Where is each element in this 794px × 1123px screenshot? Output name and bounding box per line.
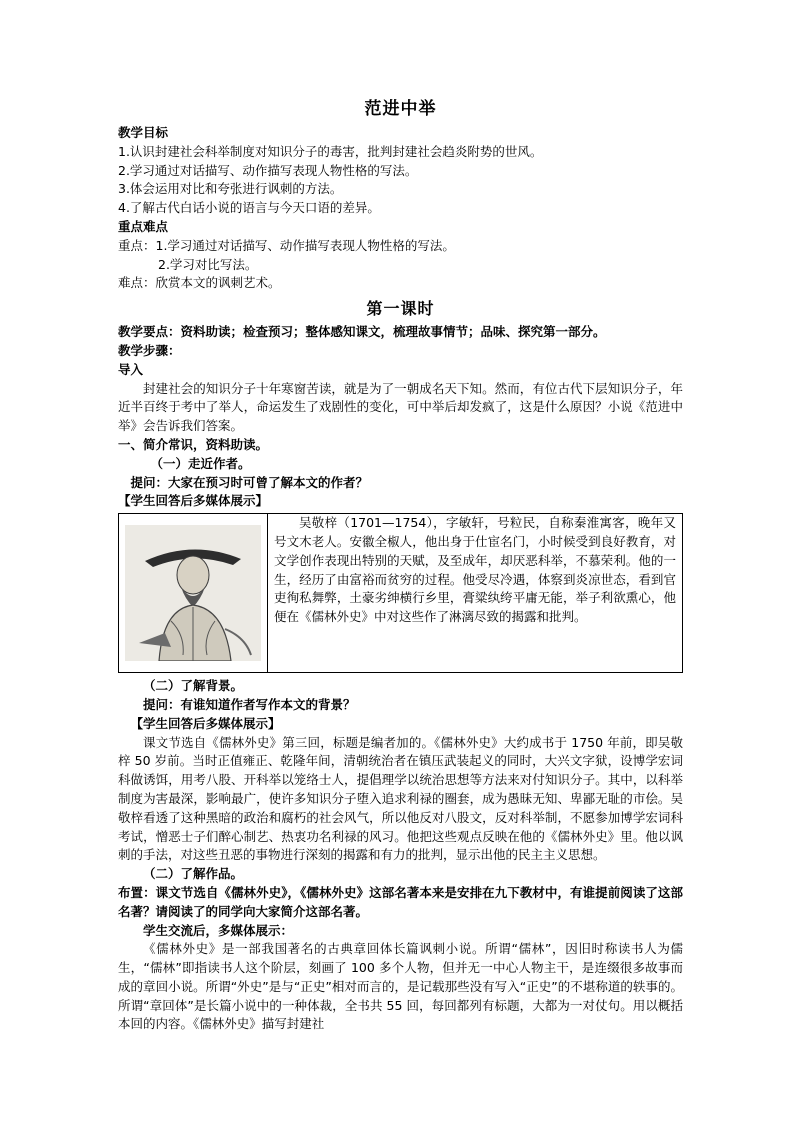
subsection-heading: （一）走近作者。: [150, 455, 251, 471]
subsection-heading: （二）了解背景。: [143, 678, 244, 694]
document-title: 范进中举: [364, 99, 437, 119]
objective-item: 1.认识封建社会科举制度对知识分子的毒害，批判封建社会趋炎附势的世风。: [118, 143, 543, 159]
objective-item: 2.学习通过对话描写、动作描写表现人物性格的写法。: [118, 162, 418, 178]
section-heading: 一、简介常识，资料助读。: [118, 436, 269, 452]
objective-item: 4.了解古代白话小说的语言与今天口语的差异。: [118, 200, 380, 216]
intro-paragraph: 封建社会的知识分子十年寒窗苦读，就是为了一朝成名天下知。然而，有位古代下层知识分子，年近半百终于考中了举人，命运发生了戏剧性的变化，可中举后却发疯了，这是什么原因？小说《范进中举》会告诉我们答案。: [118, 380, 683, 434]
question-line: 提问：大家在预习时可曾了解本文的作者？: [130, 474, 369, 490]
objective-item: 3.体会运用对比和夸张进行讽刺的方法。: [118, 181, 343, 197]
bio-cell: [268, 514, 682, 672]
background-paragraph: 课文节选自《儒林外史》第三回，标题是编者加的。《儒林外史》大约成书于 1750 年前，即吴敬梓 50 岁前。当时正值雍正、乾隆年间，清朝统治者在镇压武装起义的同时，大兴文字狱，设博学宏词科做诱饵，用考八股、开科举以笼络士人，提倡理学以统治思想等方法来对付知识分子。其中，以科举制度为害最深，影响最广，使许多知识分子堕入追求利禄的圈套，成为愚昧无知、卑鄙无耻的市侩。吴敬梓看透了这种黑暗的政治和腐朽的社会风气，所以他反对八股文，反对科举制，不愿参加博学宏词科考试，憎恶士子们醉心制艺、热衷功名利禄的风习。他把这些观点反映在他的《儒林外史》里。他以讽刺的手法，对这些丑恶的事物进行深刻的揭露和有力的批判，显示出他的民主主义思想。: [118, 734, 683, 863]
teaching-points: 教学要点：资料助读；检查预习；整体感知课文，梳理故事情节；品味、探究第一部分。: [118, 324, 606, 340]
work-paragraph: 《儒林外史》是一部我国著名的古典章回体长篇讽刺小说。所谓“儒林”，因旧时称读书人为儒生，“儒林”即指读书人这个阶层，刻画了 100 多个人物，但并无一中心人物主干，是连缀很多故事而成的章回小说。所谓“外史”是与“正史”相对而言的，是记载那些没有写入“正史”的不堪称道的轶事的。所谓“章回体”是长篇小说中的一种体裁，全书共 55 回，每回都列有标题，大都为一对仗句。用以概括本回的内容。《儒林外史》描写封建社: [118, 941, 683, 1032]
lesson-title: 第一课时: [366, 299, 435, 319]
exchange-line: 学生交流后，多媒体展示：: [143, 922, 294, 938]
intro-heading: 导入: [118, 361, 144, 377]
author-info-table: [118, 513, 683, 673]
steps-heading: 教学步骤：: [118, 342, 181, 358]
media-note: 【学生回答后多媒体展示】: [130, 715, 281, 731]
media-note: 【学生回答后多媒体展示】: [118, 493, 269, 509]
objectives-heading: 教学目标: [118, 125, 169, 140]
assign-paragraph: 布置：课文节选自《儒林外史》，《儒林外史》这部名著本来是安排在九下教材中，有谁提前阅读了这部名著？请阅读了的同学向大家简介这部名著。: [118, 884, 683, 919]
document-page: [118, 96, 683, 1034]
keypoints-heading: 重点难点: [118, 218, 169, 234]
portrait-cell: [119, 514, 268, 672]
subsection-heading: （二）了解作品。: [143, 866, 244, 882]
keypoint-item: 重点：1.学习通过对话描写、动作描写表现人物性格的写法。: [118, 237, 455, 253]
difficulty-line: 难点：欣赏本文的讽刺艺术。: [118, 275, 281, 291]
author-bio-text: 吴敬梓（1701—1754），字敏轩，号粒民，自称秦淮寓客，晚年又号文木老人。安徽全椒人，他出身于仕宦名门，小时候受到良好教育，对文学创作表现出特别的天赋，及至成年，却厌恶科举，不慕荣利。他的一生，经历了由富裕而贫穷的过程。他受尽冷遇，体察到炎凉世态，看到官吏徇私舞弊，土豪劣绅横行乡里，膏粱纨绔平庸无能，举子利欲熏心，他便在《儒林外史》中对这些作了淋漓尽致的揭露和批判。: [274, 515, 676, 625]
author-portrait-icon: [125, 525, 261, 661]
question-line: 提问：有谁知道作者写作本文的背景？: [143, 696, 356, 712]
portrait-drawing: [125, 525, 261, 661]
keypoint-item: 2.学习对比写法。: [158, 256, 258, 272]
